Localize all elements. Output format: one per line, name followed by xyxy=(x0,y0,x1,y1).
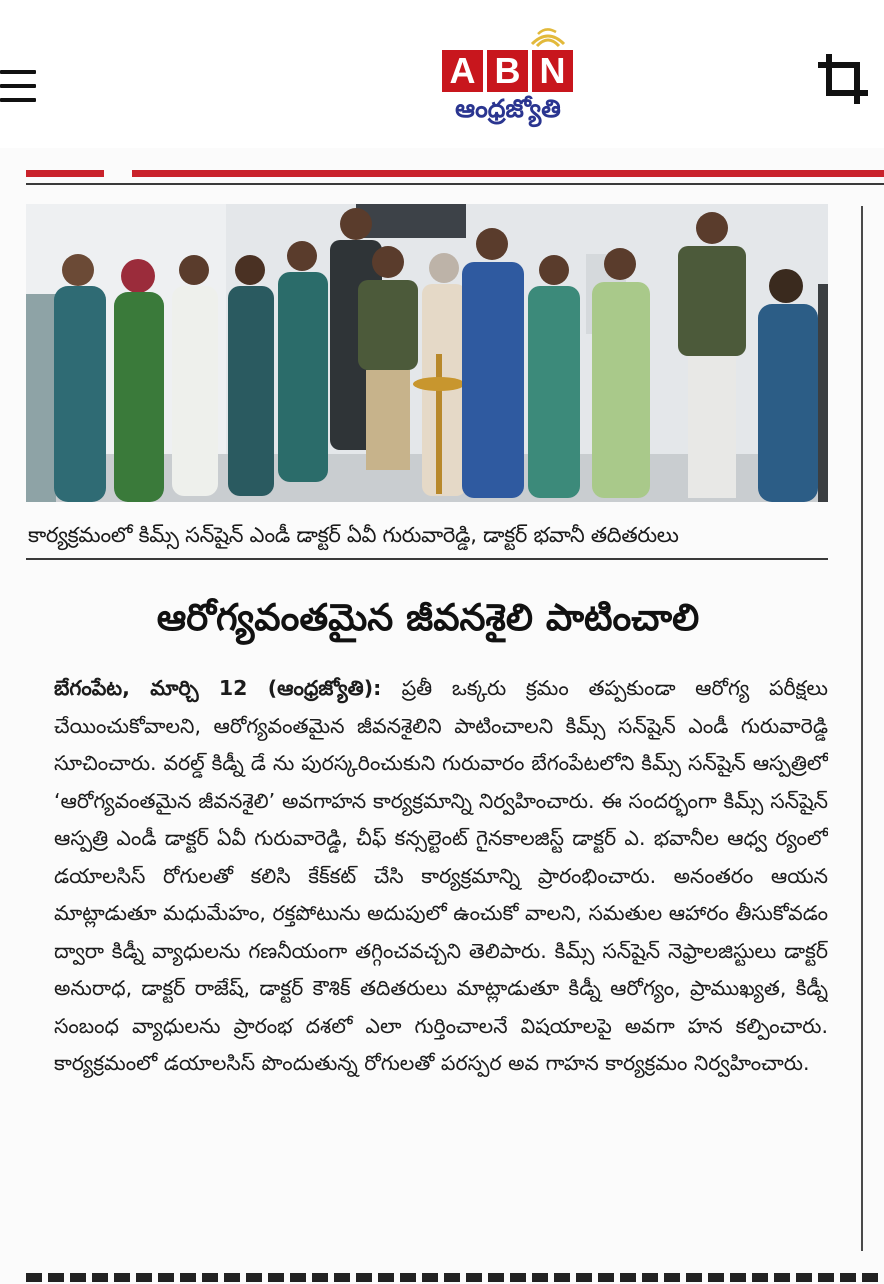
column-rule xyxy=(861,206,863,1251)
article-headline: ఆరోగ్యవంతమైన జీవనశైలి పాటించాలి xyxy=(156,596,700,639)
logo-crown-icon xyxy=(528,26,568,48)
newspaper-clipping xyxy=(0,148,884,1284)
group-photo-image xyxy=(26,204,828,502)
abn-andhrajyothy-logo[interactable] xyxy=(442,22,574,130)
top-thin-rule xyxy=(26,183,884,185)
logo-letter-n: N xyxy=(532,50,573,92)
logo-letter-a: A xyxy=(442,50,483,92)
top-red-rule xyxy=(26,170,884,177)
hamburger-menu-icon[interactable] xyxy=(0,66,40,106)
article-dateline: బేగంపేట, మార్చి 12 (ఆంధ్రజ్యోతి): xyxy=(54,676,402,700)
caption-rule xyxy=(26,558,828,560)
rule-gap xyxy=(104,168,132,179)
article-body xyxy=(28,670,828,1238)
logo-subtitle: ఆంధ్రజ్యోతి xyxy=(455,94,561,123)
app-bar xyxy=(0,0,884,148)
bottom-dashed-rule xyxy=(26,1273,884,1282)
crop-icon[interactable] xyxy=(814,50,872,108)
photo-caption: కార్యక్రమంలో కిమ్స్ సన్‌షైన్ ఎండీ డాక్టర్ ఏవీ గురువారెడ్డి, డాక్టర్ భవానీ తదితరులు xyxy=(28,523,679,547)
article-text: ప్రతీ ఒక్కరు క్రమం తప్పకుండా ఆరోగ్య పరీక్షలు చేయించుకోవాలని, ఆరోగ్యవంతమైన జీవనశైలిని పాటించాలని కిమ్స్ సన్‌షైన్ ఎండీ గురువారెడ్డి సూచించారు. వరల్డ్ కిడ్నీ డే ను పురస్కరించుకుని గురువారం బేగంపేటలోని కిమ్స్ సన్‌షైన్ ఆస్పత్రిలో ‘ఆరోగ్యవంతమైన జీవనశైలి’ అవగాహన కార్యక్రమాన్ని నిర్వహించారు. ఈ సందర్భంగా కిమ్స్ సన్‌షైన్ ఆస్పత్రి ఎండీ డాక్టర్ ఏవీ గురువారెడ్డి, చీఫ్ కన్సల్టెంట్ గైనకాలజిస్ట్ డాక్టర్ ఎ. భవానీల ఆధ్వ ర్యంలో డయాలసిస్ రోగులతో కలిసి కేక్‌కట్ చేసి కార్యక్రమాన్ని ప్రారంభించారు. అనంతరం ఆయన మాట్లాడుతూ మధుమేహం, రక్తపోటును అదుపులో ఉంచుకో వాలని, సమతుల ఆహారం తీసుకోవడం ద్వారా కిడ్నీ వ్యాధులను గణనీయంగా తగ్గించవచ్చని తెలిపారు. కిమ్స్ సన్‌షైన్ నెఫ్రాలజిస్టులు డాక్టర్ అనురాధ, డాక్టర్ రాజేష్, డాక్టర్ కౌశిక్ తదితరులు మాట్లాడుతూ కిడ్నీ ఆరోగ్యం, ప్రాముఖ్యత, కిడ్నీ సంబంధ వ్యాధులను ప్రారంభ దశలో ఎలా గుర్తించాలనే విషయాలపై అవగా హన కల్పించారు. కార్యక్రమంలో డయాలసిస్ పొందుతున్న రోగులతో పరస్పర అవ గాహన కార్యక్రమం నిర్వహించారు. xyxy=(54,676,828,1075)
logo-letter-b: B xyxy=(487,50,528,92)
